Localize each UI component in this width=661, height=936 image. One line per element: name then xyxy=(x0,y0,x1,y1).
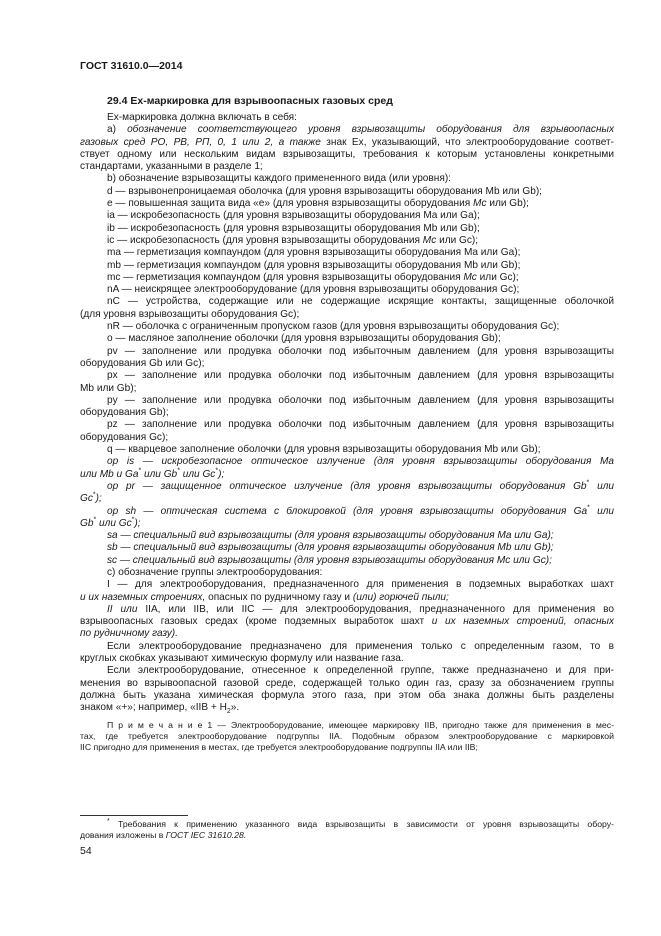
footnote-line2: дования изложены в ГОСТ IEC 31610.28. xyxy=(80,830,247,840)
protection-pz-line2: оборудования Gc); xyxy=(80,431,169,443)
item-a-line3: ствует одному или нескольким видам взрывозащиты, требования к которым установлены конкретными xyxy=(80,148,614,160)
protection-sb: sb — специальный вид взрывозащиты (для уровня взрывозащиты оборудования Mb или Gb); xyxy=(107,542,554,554)
note-line1: П р и м е ч а н и е 1 — Электрооборудование, имеющее маркировку IIB, пригодно также для применения в мес- xyxy=(107,719,614,730)
protection-nC-line1: nC — устройства, содержащие или не содержащие искрящие контакты, защищенные оболочкой xyxy=(107,296,614,308)
item-a-line4: стандартами, указанными в разделе 1; xyxy=(80,161,263,173)
protection-e: e — повышенная защита вида «е» (для уровня взрывозащиты оборудования Mc или Gb); xyxy=(107,198,529,210)
protection-nA: nA — неискрящее электрооборудование (для уровня взрывозащиты оборудования Gc); xyxy=(107,284,520,296)
section-title: 29.4 Ex-маркировка для взрывоопасных газовых сред xyxy=(107,95,393,107)
protection-pv-line2: оборудования Gb или Gc); xyxy=(80,357,205,369)
paragraph-single-gas-line3: должна быть указана химическая формула этого газа, при этом оба знака должны быть разделены xyxy=(80,689,614,701)
protection-d: d — взрывонепроницаемая оболочка (для уровня взрывозащиты оборудования Mb или Gb); xyxy=(107,185,542,197)
protection-mb: mb — герметизация компаундом (для уровня взрывозащиты оборудования Mb или Gb); xyxy=(107,259,521,271)
group-II-line3: по рудничному газу). xyxy=(80,628,178,640)
document-header: ГОСТ 31610.0—2014 xyxy=(80,60,183,72)
protection-ib: ib — искробезопасность (для уровня взрывозащиты оборудования Mb или Gb); xyxy=(107,222,480,234)
protection-sa: sa — специальный вид взрывозащиты (для уровня взрывозащиты оборудования Ma или Ga); xyxy=(107,530,554,542)
protection-nC-line2: (для уровня взрывозащиты оборудования Gc); xyxy=(80,308,300,320)
protection-py-line2: оборудования Gb); xyxy=(80,407,169,419)
item-c: c) обозначение группы электрооборудования: xyxy=(107,566,323,578)
protection-nR: nR — оболочка с ограниченным пропуском газов (для уровня взрывозащиты оборудования Gc); xyxy=(107,321,560,333)
protection-ma: ma — герметизация компаундом (для уровня взрывозащиты оборудования Ma или Ga); xyxy=(107,247,521,259)
paragraph-single-gas-line1: Если электрооборудование, отнесенное к определенной группе, также предназначено и для при- xyxy=(107,665,614,677)
intro-line: Ex-маркировка должна включать в себя: xyxy=(107,112,297,123)
protection-px-line2: Mb или Gb); xyxy=(80,382,137,394)
item-a-line2: газовых сред РО, РВ, РП, 0, 1 или 2, а также знак Ex, указывающий, что электрооборудование соответ- xyxy=(80,136,614,148)
group-I-line2: и их наземных строениях, опасных по рудничному газу и (или) горючей пыли; xyxy=(80,591,449,603)
protection-px-line1: px — заполнение или продувка оболочки под избыточным давлением (для уровня взрывозащиты xyxy=(107,370,614,382)
group-II-line1: II или IIA, или IIB, или IIC — для электрооборудования, предназначенного для применения во xyxy=(107,603,614,615)
paragraph-gas-line2: круглых скобках указывают химическую формулу или название газа. xyxy=(80,653,404,665)
protection-oppr-line1: op pr — защищенное оптическое излучение (для уровня взрывозащиты оборудования Gb* или xyxy=(107,479,614,492)
protection-sc: sc — специальный вид взрывозащиты (для уровня взрывозащиты оборудования Mc или Gc); xyxy=(107,554,552,566)
note-line2: тах, где требуется электрооборудование подгруппы IIA. Подобным образом электрооборудование с маркировкой xyxy=(80,730,614,741)
group-II-line2: взрывоопасных газовых средах (кроме подземных выработок шахт и их наземных строений, опасных xyxy=(80,616,615,628)
note-line3: IIC пригодно для применения в местах, где требуется электрооборудование подгруппы IIA или IIB; xyxy=(80,741,478,752)
protection-py-line1: py — заполнение или продувка оболочки под избыточным давлением (для уровня взрывозащиты xyxy=(107,394,614,406)
footnote-separator xyxy=(80,815,188,816)
protection-o: o — масляное заполнение оболочки (для уровня взрывозащиты оборудования Gb); xyxy=(107,333,501,345)
protection-opis-line2: или Mb и Ga* или Gb* или Gc*); xyxy=(80,467,225,480)
item-a-line1: а) обозначение соответствующего уровня взрывозащиты оборудования для взрывоопасных xyxy=(107,124,614,136)
footnote-line1: * Требования к применению указанного вида взрывозащиты в зависимости от уровня взрывозащиты обору- xyxy=(107,818,614,829)
protection-ia: ia — искробезопасность (для уровня взрывозащиты оборудования Ma или Ga); xyxy=(107,210,480,222)
footnote xyxy=(80,819,614,841)
protection-mc: mc — герметизация компаундом (для уровня взрывозащиты оборудования Mc или Gc); xyxy=(107,271,519,283)
protection-ic: ic — искробезопасность (для уровня взрывозащиты оборудования Mc или Gc); xyxy=(107,234,479,246)
page-number: 54 xyxy=(80,845,92,857)
protection-opis-line1: op is — искробезопасное оптическое излучение (для уровня взрывозащиты оборудования Ma xyxy=(107,456,614,468)
protection-opsh-line1: op sh — оптическая система с блокировкой (для уровня взрывозащиты оборудования Ga* или xyxy=(107,504,614,517)
protection-q: q — кварцевое заполнение оболочки (для уровня взрывозащиты оборудования Mb или Gb); xyxy=(107,444,541,456)
protection-oppr-line2: Gc*); xyxy=(80,491,102,505)
paragraph-single-gas-line2: менения во взрывоопасной газовой среде, содержащей только один газ, сразу за обозначением группы xyxy=(80,677,614,689)
item-b: b) обозначение взрывозащиты каждого примененного вида (или уровня): xyxy=(107,173,451,185)
protection-pv-line1: pv — заполнение или продувка оболочки под избыточным давлением (для уровня взрывозащиты xyxy=(107,345,614,357)
paragraph-gas-line1: Если электрооборудование предназначено для применения только с определенным газом, то в xyxy=(107,640,614,652)
protection-opsh-line2: Gb* или Gc*); xyxy=(80,516,141,529)
document-body xyxy=(80,112,614,753)
protection-pz-line1: pz — заполнение или продувка оболочки под избыточным давлением (для уровня взрывозащиты xyxy=(107,419,614,431)
group-I-line1: I — для электрооборудования, предназначенного для применения в подземных выработках шахт xyxy=(107,579,614,591)
paragraph-single-gas-line4: знаком «+»; например, «IIB + $H_2$». xyxy=(80,702,240,716)
